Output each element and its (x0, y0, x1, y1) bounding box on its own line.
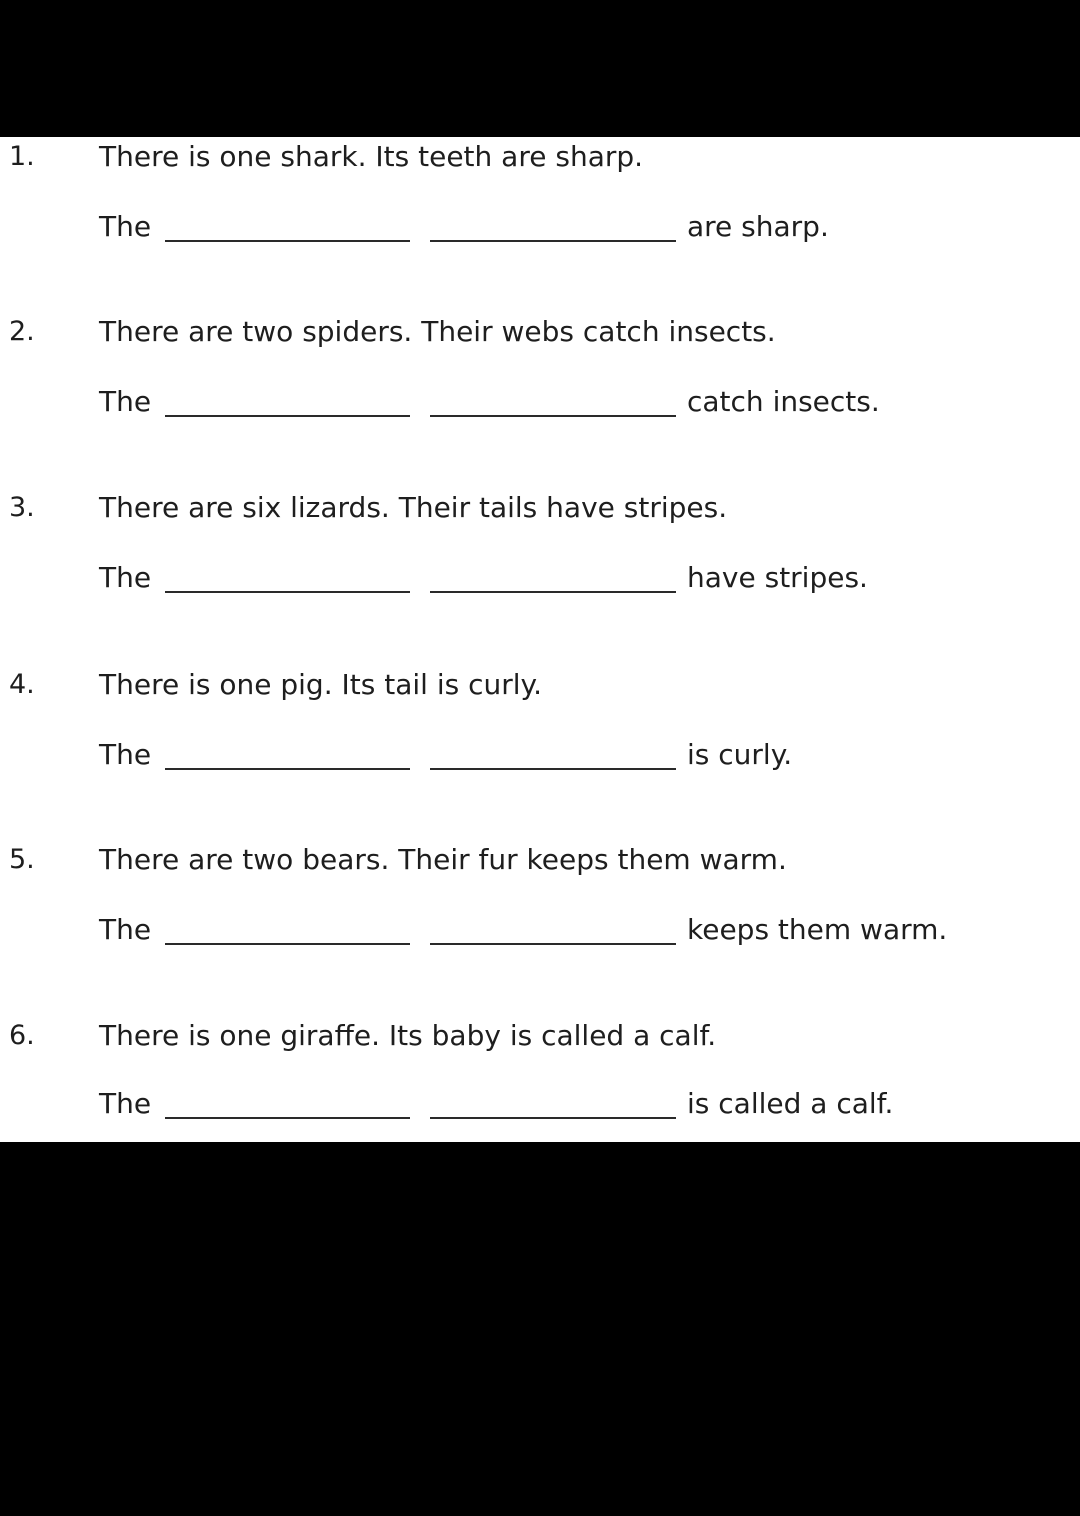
exercise-item-5 (0, 842, 1080, 1018)
sentence-ending: is curly. (687, 738, 793, 771)
answer-row (0, 560, 1080, 600)
item-number: 3. (9, 492, 35, 523)
sentence-ending: keeps them warm. (687, 913, 948, 946)
worksheet-page (0, 137, 1080, 1142)
item-number: 1. (9, 141, 35, 172)
bottom-black-area (0, 1142, 1080, 1516)
lead-word: The (99, 1087, 152, 1120)
answer-blank-2[interactable] (430, 415, 676, 417)
answer-blank-2[interactable] (430, 591, 676, 593)
sentence-ending: have stripes. (687, 561, 868, 594)
prompt-sentence: There is one pig. Its tail is curly. (99, 668, 542, 701)
answer-blank-2[interactable] (430, 1117, 676, 1119)
answer-blank-1[interactable] (165, 1117, 410, 1119)
answer-row (0, 384, 1080, 424)
item-number: 6. (9, 1020, 35, 1051)
sentence-ending: are sharp. (687, 210, 829, 243)
answer-blank-1[interactable] (165, 943, 410, 945)
answer-row (0, 1086, 1080, 1126)
answer-row (0, 912, 1080, 952)
exercise-item-4 (0, 667, 1080, 843)
prompt-sentence: There is one shark. Its teeth are sharp. (99, 140, 644, 173)
sentence-ending: is called a calf. (687, 1087, 894, 1120)
item-number: 4. (9, 669, 35, 700)
lead-word: The (99, 210, 152, 243)
answer-blank-2[interactable] (430, 240, 676, 242)
exercise-item-2 (0, 314, 1080, 490)
answer-row (0, 209, 1080, 249)
answer-blank-1[interactable] (165, 240, 410, 242)
item-number: 2. (9, 316, 35, 347)
prompt-sentence: There are two bears. Their fur keeps them warm. (99, 843, 787, 876)
prompt-sentence: There is one giraffe. Its baby is called a calf. (99, 1019, 717, 1052)
sentence-ending: catch insects. (687, 385, 880, 418)
exercise-item-1 (0, 139, 1080, 315)
item-number: 5. (9, 844, 35, 875)
answer-row (0, 737, 1080, 777)
lead-word: The (99, 738, 152, 771)
top-black-bar (0, 0, 1080, 137)
prompt-sentence: There are six lizards. Their tails have stripes. (99, 491, 728, 524)
exercise-item-3 (0, 490, 1080, 666)
lead-word: The (99, 561, 152, 594)
lead-word: The (99, 385, 152, 418)
lead-word: The (99, 913, 152, 946)
answer-blank-1[interactable] (165, 591, 410, 593)
answer-blank-1[interactable] (165, 415, 410, 417)
answer-blank-1[interactable] (165, 768, 410, 770)
answer-blank-2[interactable] (430, 943, 676, 945)
answer-blank-2[interactable] (430, 768, 676, 770)
prompt-sentence: There are two spiders. Their webs catch insects. (99, 315, 776, 348)
